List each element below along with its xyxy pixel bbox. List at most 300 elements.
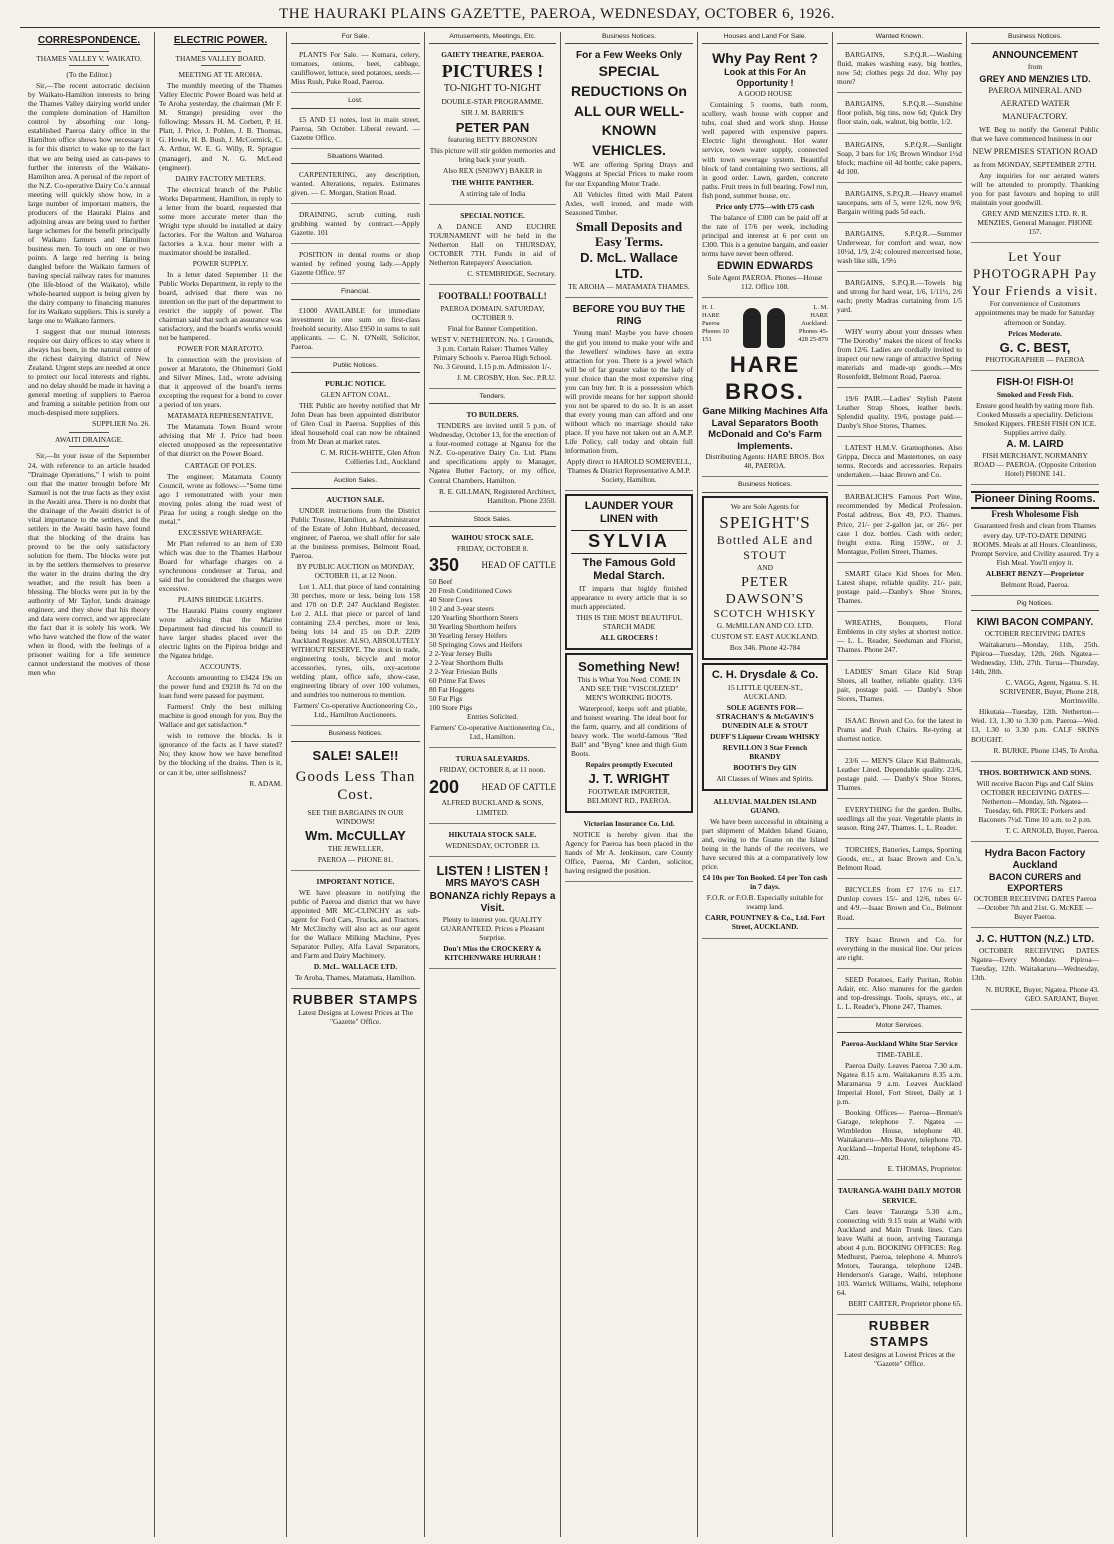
ad-title: Hydra Bacon Factory Auckland: [984, 847, 1086, 871]
notice-ad: [429, 208, 556, 285]
ad-text: featuring BETTY BRONSON: [447, 135, 538, 145]
ad-text: SEE THE BARGAINS IN OUR WINDOWS!: [307, 808, 404, 827]
ad-text: Latest Designs at Lowest Prices at The "Gazette" Office.: [298, 1008, 413, 1027]
classified-ad: [837, 972, 962, 1018]
ad-text: The balance of £300 can be paid off at the rate of 17/6 per week, including principal and interest at 6 per cent on £300. This is a genuine bargain, and easier terms have never been offered.: [702, 212, 828, 258]
ad-text: Waitakaruru—Monday, 11th, 25th. Pipiroa—Tuesday, 12th, 26th. Ngatea—Wednesday, 13th, 27th. Turua—Thursday, 14th, 28th.: [971, 640, 1099, 677]
section-label: Business Notices.: [702, 480, 828, 492]
ad-text: TRY Isaac Brown and Co. for everything in the musical line. Our prices are right.: [837, 934, 962, 962]
motor-service-ad: [837, 1183, 962, 1314]
ad-headline: Gane Milking Machines Alfa Laval Separators Booth McDonald and Co's Farm Implements.: [702, 405, 828, 452]
ad-headline: THE WHITE PANTHER.: [451, 177, 534, 187]
ad-text: TENDERS are invited until 5 p.m. of Wednesday, October 13, for the erection of a four-roomed cottage at Ngatea for the N.Z. Co-operative Dairy Co. Ltd. Plans and specifications apply to Manager, Ngatea Butter Factory, or my office, Central Chambers, Hamilton.: [429, 421, 556, 485]
cattle-item: 40 Store Cows: [429, 594, 473, 604]
ad-subtitle: OCTOBER RECEIVING DATES: [984, 629, 1086, 639]
classified-ad: [837, 842, 962, 879]
ad-title: BEFORE YOU BUY THE RING: [572, 304, 686, 328]
classified-ad: [837, 753, 962, 799]
starch-ad: [565, 494, 693, 650]
ad-subtitle: TIME-TABLE.: [876, 1050, 923, 1060]
bacon-ad: [971, 614, 1099, 762]
ad-text: DUFF'S Liqueur Cream WHISKY: [710, 731, 820, 741]
ad-text: ISAAC Brown and Co. for the latest in Prams and Push Chairs. Re-tyring at shortest notice.: [837, 716, 962, 744]
ad-headline: PETER DAWSON'S: [725, 574, 805, 607]
bonanza-ad: [429, 860, 556, 970]
ad-text: L. M. HARE Auckland. Phones 45-428 25-879: [798, 304, 828, 344]
photographer-ad: [971, 246, 1099, 372]
ad-text: TORCHES, Batteries, Lamps, Sporting Goods, etc., at Isaac Brown and Co.'s, Belmont Road.: [837, 845, 962, 873]
ad-name: EDWIN EDWARDS: [717, 259, 813, 272]
article-heading: AWAITI DRAINAGE.: [28, 432, 150, 447]
insurance-notice: [565, 816, 693, 882]
classified-ad: [837, 802, 962, 839]
ad-headline: SYLVIA: [571, 530, 687, 554]
jeweller-ad: [291, 745, 420, 871]
ad-signature: R. E. GILLMAN, Registered Architect, Hamilton. Phone 2350.: [439, 486, 556, 505]
ad-text: Young man! Maybe you have chosen the girl you intend to make your wife and the Jewellers' windows have an extra attraction for you. There is a jewel which will be of far greater value to the lady of your choice than the most expensive ring you can buy her. It is a possession which will provide means for her support should you not be spared to do so. It is an asset that every young man can afford and one without which no marriage should take place. If you have not taken out an A.M.P. Life Policy, call today and obtain full information from,: [565, 328, 693, 455]
ad-text: FOOTWEAR IMPORTER, BELMONT RD., PAEROA.: [587, 786, 671, 805]
ad-text: LADIES' Smart Glace Kid Strap Shoes, all leather, reliable quality. 13/6 pair, postage paid. — Danby's Shoe Stores, Thames.: [837, 666, 962, 703]
ad-title: ANNOUNCEMENT: [991, 50, 1079, 62]
article-body: The electrical branch of the Public Works Department, Hamilton, in reply to a letter from the board, requested that some more accurate meter than the Wright type should be installed at dairy factories. For the Walton and Waharoa factories a k.v.a. hour meter with a maximator should be installed.: [159, 184, 282, 257]
article-body: The engineer, Matamata County Council, wrote as follows:—"Some time ago I remonstrated with your men moving poles along the road west of Piraa for using a rough sledge on the metal.": [159, 471, 282, 526]
article-subheading: DAIRY FACTORY METERS.: [175, 173, 266, 183]
ad-signature: T. C. ARNOLD, Buyer, Paeroa.: [1005, 825, 1099, 835]
classified-ad: [291, 303, 420, 358]
ad-name: Wm. McCULLAY: [305, 828, 406, 844]
article-subheading: MATAMATA REPRESENTATIVE.: [167, 411, 274, 421]
ad-text: SIR J. M. BARRIE'S: [461, 108, 524, 118]
public-notice-ad: [291, 376, 420, 473]
article-subheading: POWER FOR MARATOTO.: [177, 344, 264, 354]
classified-ad: [837, 664, 962, 710]
article-subheading: MEETING AT TE AROHA.: [178, 70, 263, 80]
cattle-item: 100 Store Pigs: [429, 703, 473, 713]
ad-text: Guaranteed fresh and clean from Thames every day. UP-TO-DATE DINING ROOMS. Meals at all Hours. Cleanliness, Prompt Service, and Civility assured. Try a Fish Meal. You'll enjoy it.: [971, 521, 1099, 567]
speights-ad: [702, 496, 828, 661]
article-body: I suggest that our mutual interests require our dairy offices to stay where it always has been, in the natural centre of the richest dairying district of New Zealand. Urgent steps are needed at once to protect our local interests and rights, and no delay should be made in having a general meeting of suppliers to Paeroa and framing a suitable petition from our much-despised mere suppliers.: [28, 327, 150, 418]
ad-text: WREATHS, Bouquets, Floral Emblems in city styles at shortest notice. — L. L. Reader, Seedsman and Florist, Thames. Phone 247.: [837, 617, 962, 654]
ad-title: HIKUTAIA STOCK SALE.: [448, 829, 537, 839]
ad-text: OCTOBER RECEIVING DATES Ngatea—Every Monday. Pipiroa—Tuesday, 12th. Waitakaruru—Wednesday, 13th.: [971, 946, 1099, 983]
classified-ad: [837, 932, 962, 969]
ad-text: Ensure good health by eating more fish. Cooked Mussels a speciality. Delicious Smoked Kippers. FRESH FISH ON ICE. Supplies arrive daily.: [973, 400, 1097, 437]
ad-text: WEDNESDAY, OCTOBER 13.: [445, 840, 540, 850]
article-body: The Hauraki Plains county engineer wrote advising that the Marine Department had directed his council to have larger shades placed over the electric lights on the Pipiroa bridge and the Ngatea bridge.: [159, 605, 282, 661]
ad-text: SMART Glace Kid Shoes for Men. Latest shape, reliable quality. 21/- pair, postage paid.—Danby's Shoe Stores, Thames.: [837, 568, 962, 605]
ad-text: UNDER instructions from the District Public Trustee, Hamilton, as Administrator of the Estate of John Hubbard, deceased, engineer, of Paeroa, we shall offer for sale at the business premises, Belmont Road, Paeroa.: [291, 505, 420, 560]
cattle-count: 350: [429, 554, 460, 575]
ad-text: SEED Potatoes, Early Puritan, Robin Adair, etc. Also manures for the garden and top-dressings. Tools, sprays, etc., at L. L. Reader's, Phone 247, Thames.: [837, 974, 962, 1011]
ad-text: FRIDAY, OCTOBER 8, at 11 noon.: [439, 765, 546, 775]
ad-text: CUSTOM ST. EAST AUCKLAND.: [711, 632, 819, 642]
ad-subtitle: Smoked and Fresh Fish.: [996, 389, 1074, 399]
article-body: Sir,—The recent autocratic decision by Waikato-Hamilton interests to bring the Thames Valley dairying world under the complete domination of Hamilton control by absorbing our long-established Paeroa dairy office in the Hamilton office shows how necessary it is for this district to wake up to the fact that we are being used as cats-paws to further the interests of the Waikato-Hamilton area. A perusal of the report of the N.Z. Co-operative Dairy Co.'s annual meeting will quickly show how, in a large number of important matters, the producers of the Hauraki Plains and adjoining areas are being used to further large schemes for the benefit principally of Waikato farmers and Hamilton business men. To touch on one or two points. A large red herring is being dangled before the Waikato farmers of having special railway rates for manures (the life-blood of the Waikato), while whole-hearted support is being given by the dairy company to financing manures for its Waikato suppliers. This is surely a large one to Waikato farmers.: [28, 81, 150, 326]
ad-text: Will receive Bacon Pigs and Calf Skins OCTOBER RECEIVING DATES— Netherton—Monday, 5th. Ngatea—Tuesday, 6th. PRICE: Porkers and Baconers 7½d. Time 10 a.m. to 2 p.m.: [976, 778, 1094, 824]
ad-text: WHY worry about your dresses when "The Dorothy" makes the nicest of frocks from 12/6. Ladies are cordially invited to inspect our new range of attractive Spring materials and made-up goods.—Mrs Rosenfeldt, Belmont Road, Paeroa.: [837, 326, 962, 382]
ad-title: J. C. HUTTON (N.Z.) LTD.: [976, 934, 1094, 946]
hare-bros-ad: [702, 301, 828, 477]
ad-title: RUBBER STAMPS: [292, 992, 419, 1008]
ad-text: BY PUBLIC AUCTION on MONDAY, OCTOBER 11, at 12 Noon.: [296, 561, 415, 580]
cattle-item: 10 2 and 3-year steers: [429, 603, 494, 613]
article-heading: THAMES VALLEY V. WAIKATO.: [28, 51, 150, 66]
section-label: Houses and Land For Sale.: [702, 32, 828, 44]
ad-signature: N. BURKE, Buyer, Ngatea. Phone 43. GEO. SARJANT, Buyer.: [985, 984, 1099, 1003]
ad-title: LAUNDER YOUR LINEN with: [584, 500, 674, 526]
ad-text: Paeroa Daily. Leaves Paeroa 7.30 a.m. Ngatea 8.15 a.m. Waitakaruru 8.35 a.m. Maramarua 9 a.m. Leaves Auckland Imperial Hotel, Fort Street, Daily at 1 p.m.: [837, 1061, 962, 1107]
cattle-item: 2 2-Year Friesian Bulls: [429, 667, 498, 677]
ad-text: £5 AND £1 notes, lost in main street, Paeroa, 5th October. Liberal reward. — Gazette Office.: [291, 114, 420, 142]
column-business-notices: [561, 32, 697, 1537]
ad-text: Sole Agent PAEROA. Phones—House 112. Office 108.: [707, 273, 823, 292]
ad-title: KIWI BACON COMPANY.: [976, 616, 1094, 628]
ad-headline: PETER PAN: [455, 119, 530, 135]
ad-text: 15 LITTLE QUEEN-ST., AUCKLAND.: [727, 682, 803, 701]
ad-signature: J. M. CROSBY, Hon. Sec. P.R.U.: [456, 372, 556, 382]
ad-headline: SPECIAL REDUCTIONS On ALL OUR WELL-KNOWN VEHICLES.: [571, 63, 687, 158]
section-label: Tenders.: [429, 392, 556, 404]
ad-text: TE AROHA — MATAMATA THAMES.: [568, 282, 690, 292]
ad-text: BARGAINS, S.P.Q.R.—Washing fluid, makes washing easy, big bottles, now 5d; clothes pegs 2d doz. Why pay more?: [837, 50, 962, 87]
ad-text: Don't Miss the CROCKERY & KITCHENWARE HURRAH !: [443, 944, 542, 963]
ad-text: Te Aroha, Thames, Matamata, Hamilton.: [295, 973, 416, 983]
article-body: In connection with the provision of power at Maratoto, the Ohinemuri Gold and Silver Mines, Ltd., wrote advising that it approved of the board's terms excepting the request for a bond to cover a period of ten years.: [159, 355, 282, 410]
column-classifieds: [287, 32, 424, 1537]
ad-name: A. M. LAIRD: [1006, 438, 1064, 450]
ad-text: Plenty to interest you. QUALITY GUARANTEED. Prices a Pleasant Surprise.: [440, 915, 545, 943]
section-label: Amusements, Meetings, Etc.: [429, 32, 556, 44]
article-subheading: PLAINS BRIDGE LIGHTS.: [177, 594, 264, 604]
ad-name: J. T. WRIGHT: [588, 770, 670, 786]
dining-ad: [971, 488, 1099, 596]
column-wanted-known: [833, 32, 966, 1537]
ad-text: BOOTH'S Dry GIN: [733, 763, 797, 772]
ad-text: CARPENTERING, any description, wanted. Alterations, repairs. Estimates given. — C. Morgan, Station Road.: [291, 170, 420, 198]
ad-text: We have been successful in obtaining a part shipment of Malden Island Guano, and, owing to the Guano on the Island being in the hands of the receivers, we have secured this at a comparatively low price.: [702, 817, 828, 872]
announcement-ad: [971, 47, 1099, 243]
article-body: In a letter dated September 11 the Public Works Department, in reply to the board, advised that there was no intention on the part of the department to restrict the supply of power. The chairman said that such an assurance was satisfactory, and the board's works would not be hampered.: [159, 269, 282, 343]
classified-ad: [837, 96, 962, 133]
classified-ad: [291, 112, 420, 149]
ad-text: LATEST H.M.V. Gramophones. Also Grippa, Decca and Mastertones, on easy terms. Records and accessories. Repairs undertaken.—Isaac Brown and Co.: [837, 443, 962, 480]
ad-text: PAEROA MINERAL AND AERATED WATER MANUFACTORY.: [988, 85, 1082, 121]
ad-signature: ALBERT BENZY—Proprietor: [985, 568, 1085, 578]
ad-text: PLANTS For Sale. — Kumara, celery, tomatoes, onions, beet, cabbage, cauliflower, lettuce, seed potatoes, seeds.—Miss Rush, Puke Road, Paeroa.: [291, 50, 420, 87]
ad-headline: Let Your PHOTOGRAPH Pay Your Friends a visit.: [971, 248, 1099, 298]
ad-price: £4 10s per Ton Booked. £4 per Ton cash in 7 days.: [702, 873, 828, 892]
ad-text: WEST V. NETHERTON. No. 1 Grounds, 3 p.m. Curtain Raiser: Thames Valley Primary Schools v. Paeroa High School. No. 3 Ground, 1.15 p.m. Admission 1/-.: [431, 334, 554, 371]
ad-text: WE are offering Spring Drays and Waggons at Special Prices to make room for our Expanding Motor Trade.: [565, 160, 693, 188]
ad-signature: D. McL. WALLACE LTD.: [313, 962, 398, 972]
ad-title: Paeroa-Auckland White Star Service: [841, 1039, 958, 1049]
classified-ad: [837, 137, 962, 183]
article-body: The Matamata Town Board wrote advising that Mr J. Price had been elected unopposed as the representative of that district on the Power Board.: [159, 422, 282, 459]
ad-text: FRIDAY, OCTOBER 8.: [456, 543, 529, 553]
ad-text: Containing 5 rooms, bath room, scullery, wash house with copper and tubs, coal shed and work shop. House well papered with expensive papers. Electric light throughout. Hot water service, town water supply, connected with town sewerage system. Beautiful block of land containing two sections, all in good order. Lawn, garden, concrete paths. Fruit trees in full bearing. Fowl run, fish pond, summer house, etc.: [702, 100, 828, 200]
ad-text: F.O.R. or F.O.B. Especially suitable for swamp land.: [706, 893, 824, 912]
article-body: Sir,—In your issue of the September 24, with reference to an article headed "Drainage Operations," I wish to point out that the matter brought before Mr Samuel is not the true facts as they exist in the Awaiti area. There is no doubt that the drainage of the Awaiti district is of vital importance to the settlers, and the settlers in the Awaiti basin have found that the blocking of the drains has proved to be the only satisfactory solution for them. The blocks were put in by the settlers themselves to preserve the water in the drains during the dry weather, and the result has been a blessing. The blocks were put in by the authority of Mr Taylor, lands drainage engineer, and they show that his theory and data were correct, and we appreciate the fact that it is solely his work. We who have watched the flow of the water when in flood, with the feelings of a prisoner waiting for a life sentence cannot understand the motives of those men who: [28, 451, 150, 678]
ad-text: TO-NIGHT TO-NIGHT: [443, 83, 542, 95]
section-label: Business Notices.: [291, 729, 420, 741]
ad-text: 19/6 PAIR.—Ladies' Stylish Patent Leather Strap Shoes, leather heels. Splendid quality. 19/6, postage paid.—Danby's Shoe Stores, Thames.: [837, 394, 962, 431]
ad-title: C. H. Drysdale & Co.: [711, 669, 819, 682]
bacon-ad: [971, 765, 1099, 842]
ad-title: ALLUVIAL MALDEN ISLAND GUANO.: [713, 797, 817, 816]
section-label: Public Notices.: [291, 361, 420, 373]
ad-text: NOTICE is hereby given that the Agency for Paeroa has been placed in the hands of Mr A. Jenkinson, care County Office, Paeroa, Mr Carden, solicitor, having resigned the position.: [565, 829, 693, 876]
classified-ad: [837, 275, 962, 321]
cattle-item: 60 Prime Fat Ewes: [429, 676, 486, 686]
section-label: Financial.: [291, 287, 420, 299]
ad-title: SPECIAL NOTICE.: [460, 210, 525, 220]
ad-text: BARGAINS, S.P.Q.R.—Towels big and strong for hard wear, 1/6, 1/11½, 2/6 each; pretty Madras curtaining from 1/5 yard.: [837, 277, 962, 314]
classified-ad: [291, 167, 420, 204]
section-label: Situations Wanted.: [291, 152, 420, 164]
ad-text: For convenience of Customers appointments may be made for Saturday afternoon or Sunday.: [975, 299, 1095, 327]
ad-subtitle: BACON CURERS and EXPORTERS: [988, 872, 1081, 894]
ad-text: PAEROA DOMAIN. SATURDAY, OCTOBER 9.: [440, 303, 545, 322]
wanted-list: [837, 47, 962, 1017]
ad-signature: C. STEMBRIDGE, Secretary.: [467, 268, 556, 278]
column-electric-power: [155, 32, 286, 1537]
article-body: Mr Platt referred to an item of £30 which was due to the Thames Harbour Board for wharfage charges on a synchronous condenser at Turua, and said that he considered the charges were excessive.: [159, 538, 282, 593]
ad-text: BARGAINS, S.P.Q.R.—Sunlight Soap, 3 bars for 1/6; Brown Windsor 1½d block; machine oil 4d bottle; cake papers, 4d 100.: [837, 139, 962, 176]
ad-text: A DANCE AND EUCHRE TOURNAMENT will be held in the Netherton Hall on THURSDAY, OCTOBER 7TH. Funds in aid of Netherton Ratepayers' Association.: [429, 221, 556, 267]
cattle-item: 2 2-Year Jersey Bulls: [429, 649, 493, 659]
cattle-item: 30 Yearling Jersey Heifers: [429, 631, 507, 641]
ad-text: HEAD OF CATTLE: [481, 782, 556, 792]
ad-subtitle: Fresh Wholesome Fish: [991, 508, 1079, 519]
classified-ad: [837, 713, 962, 750]
section-label: Stock Sales.: [429, 515, 556, 527]
ad-text: Also REX (SNOWY) BAKER in: [443, 166, 542, 176]
classified-ad: [837, 47, 962, 93]
column-amusements: [425, 32, 560, 1537]
cattle-item: 2 2-Year Shorthorn Bulls: [429, 658, 504, 668]
cattle-item: 50 Springing Cows and Heifers: [429, 640, 523, 650]
ad-signature: R. BURKE, Phone 134S, Te Aroha.: [993, 745, 1099, 755]
ad-subheadline: SCOTCH WHISKY: [713, 607, 817, 620]
ad-text: H. J. HARE Paeroa Phones 10 151: [702, 304, 729, 344]
ad-title: WAIHOU STOCK SALE.: [451, 532, 534, 542]
ad-signature: E. THOMAS, Proprietor.: [887, 1164, 962, 1174]
ad-text: Belmont Road, Paeroa.: [1000, 579, 1070, 589]
ad-text: £1000 AVAILABLE for immediate investment in one sum on first-class freehold security. Also £950 in sums to suit applicants. — C. N. O'Neill, Solicitor, Paeroa.: [291, 305, 420, 351]
ad-text: We are Sole Agents for: [730, 501, 800, 511]
cattle-item: 50 Beef: [429, 576, 453, 586]
ad-text: AND: [756, 562, 773, 572]
ad-title: SALE! SALE!!: [312, 747, 399, 763]
article-body: The monthly meeting of the Thames Valley Electric Power Board was held at Te Aroha yesterday, the chairman (Mr F. M. Strange) presiding over the following: Messrs H. M. Corbett, P. H. Platt, J. Price, J. Pohlen, J. B. Thomas, G. Howie, H. B. Bush, J. McCormick, C. A. Arthur, W. E. G. Willy, R. Sprague (manager), and N. G. McLeod (engineer).: [159, 81, 282, 172]
cattle-count: 200: [429, 776, 460, 797]
ad-subtitle: GLEN AFTON COAL.: [320, 390, 391, 400]
ad-title: LISTEN ! LISTEN !: [436, 862, 549, 878]
ad-title: Something New!: [578, 658, 680, 674]
drysdale-ad: [702, 663, 828, 791]
ad-text: Latest designs at Lowest Prices at the "Gazette" Office.: [844, 1349, 955, 1368]
article-body: Farmers! Only the best milking machine is good enough for you. Buy the Wallace and get satisfaction.*: [159, 702, 282, 730]
ad-text: BARGAINS, S.P.Q.R.—Sunshine floor polish, big tins, now 6d; Quick Dry floor stain, oak, walnut, big bottle, 1/2.: [837, 99, 962, 127]
ad-text: EVERYTHING for the garden. Bulbs, seedlings all the year. Vegetable plants in season. Ring 247, Thames. L. L. Reader.: [837, 805, 962, 833]
column-correspondence: [24, 32, 154, 1537]
article-subheading: ACCOUNTS.: [199, 662, 242, 672]
classified-ad: [837, 186, 962, 223]
ad-title: RUBBER STAMPS: [868, 1317, 931, 1349]
cattle-item: 50 Fat Pigs: [429, 694, 463, 704]
ad-name: G. C. BEST,: [999, 339, 1071, 355]
article-body: wish to remove the blocks. Is it ignorance of the facts as I have stated? No; they know how we have benefited by the blocking of the drains. Then is it, or can it be, utter selfishness?: [159, 731, 282, 777]
ad-subheadline: The Famous Gold Medal Starch.: [582, 556, 676, 583]
ad-text: Hikutaia—Tuesday, 12th. Netherton—Wed. 13, 1.30 to 3.30 p.m. Paeroa—Wed. 13, 1.30 to 3.30 p.m. CALF SKINS BOUGHT.: [971, 707, 1099, 744]
ad-title: TAURANGA-WAIHI DAILY MOTOR SERVICE.: [837, 1186, 962, 1205]
ad-text: Booking Offices— Paeroa—Brenan's Garage, telephone 7. Ngatea — Wimbledon House, telephone 40. Waitakaruru—Mrs Beaver, telephone 7D. Auckland—Imperial Hotel, telephone 45-420.: [837, 1108, 962, 1163]
ad-text: from: [1027, 62, 1043, 72]
ad-title: Why Pay Rent ?: [712, 50, 818, 67]
stock-sale-ad: [429, 530, 556, 749]
ad-headline: SPEIGHT'S: [719, 512, 811, 532]
ad-text: PHOTOGRAPHER — PAEROA: [985, 355, 1085, 365]
classified-ad: [837, 324, 962, 388]
guano-ad: [702, 794, 828, 938]
cattle-item: 20 Fresh Conditioned Cows: [429, 585, 512, 595]
ad-text: ALL GROCERS !: [600, 632, 658, 642]
motor-service-ad: [837, 1036, 962, 1180]
ad-text: DOUBLE-STAR PROGRAMME.: [441, 97, 544, 107]
article-signature: R. ADAM.: [249, 778, 282, 788]
masthead-rule: [20, 27, 1100, 28]
ad-text: THE JEWELLER,: [327, 844, 384, 854]
ad-title: HARE BROS.: [725, 352, 805, 405]
ad-signature: Apply direct to HAROLD SOMERVELL, Thames & District Representative A.M.P. Society, Hamilton.: [566, 456, 692, 484]
ad-title: IMPORTANT NOTICE.: [316, 877, 395, 887]
ad-text: THIS IS THE MOST BEAUTIFUL STARCH MADE: [575, 612, 683, 631]
section-label: Motor Services.: [837, 1021, 962, 1033]
ad-text: G. McMILLAN AND CO. LTD.: [716, 621, 814, 631]
cattle-list: [429, 577, 556, 712]
ad-title: PUBLIC NOTICE.: [325, 379, 386, 389]
insurance-ad: [565, 301, 693, 491]
ad-title: AUCTION SALE.: [326, 494, 385, 504]
bacon-ad: [971, 931, 1099, 1009]
ad-signature: BERT CARTER, Proprietor phone 65.: [848, 1298, 962, 1308]
ad-title: Victorian Insurance Co. Ltd.: [583, 818, 675, 828]
ad-title: Pioneer Dining Rooms.: [971, 491, 1099, 508]
classified-ad: [837, 440, 962, 486]
ad-text: BICYCLES from £7 17/6 to £17. Dunlop covers 15/- and 12/6, tubes 6/- and 4/9.—Isaac Brown and Co., Belmont Road.: [837, 885, 962, 922]
ad-title: GAIETY THEATRE, PAEROA.: [441, 50, 544, 60]
classified-ad: [837, 882, 962, 928]
ad-text: NEW PREMISES STATION ROAD: [972, 145, 1098, 156]
auction-ad: [291, 492, 420, 727]
stock-sale-ad: [429, 751, 556, 823]
ad-signature: Farmers' Co-operative Auctioneering Co., Ltd., Hamilton Auctioneers.: [293, 701, 418, 720]
ad-text: Lot 1. ALL that piece of land containing 30 perches, more or less, being lots 158 and 170 on D.P. 247 Auckland Register. Lot 2. ALL that piece or parcel of land containing 23.4 perches, more or less, being lots 14 and 15 on D.P. 2209 Auckland Register. ALSO, ABSOLUTELY WITHOUT RESERVE. The stock in trade, engineering tools, bicycle and motor accessories, tyres, oils, oxy-acetone welding plant, office safe, show-case, engineering library of over 100 volumes, and sundries too numerous to mention.: [291, 581, 420, 700]
ad-text: OCTOBER RECEIVING DATES Paeroa—October 7th and 21st. G. McKEE — Buyer Paeroa.: [973, 894, 1097, 922]
vehicle-ad: [565, 47, 693, 298]
ad-text: HEAD OF CATTLE: [481, 560, 556, 571]
notice-ad: [291, 874, 420, 989]
ad-signature: GREY AND MENZIES LTD. R. R. MENZIES, General Manager. PHONE 157.: [977, 208, 1093, 236]
ad-headline: GREY AND MENZIES LTD.: [979, 73, 1091, 84]
article-subheading: EXCESSIVE WHARFAGE.: [178, 527, 263, 537]
section-heading: CORRESPONDENCE.: [37, 35, 141, 46]
bacon-ad: [971, 845, 1099, 928]
ad-text: BARGAINS, S.P.Q.R.—Summer Underwear, for comfort and wear, now 10½d, 1/9, 2/4; coloured mercerised hose, wash like silk, 1/9½: [837, 228, 962, 265]
ad-text: IT imparts that highly finished appearance to every article that is so much appreciated.: [571, 583, 687, 611]
article-signature: SUPPLIER No. 26.: [92, 419, 150, 429]
ad-text: Waterproof, keeps soft and pliable, and honest wearing. The ideal boot for the farm, quarry, and all conditions of heavy work. The world-famous "Red Ball" and "Byng" knee and thigh Gum Boots.: [571, 703, 687, 758]
ad-price: Price only £775—with £75 cash: [715, 201, 815, 211]
ad-text: Final for Banner Competition.: [447, 323, 538, 333]
ad-text: FISH MERCHANT, NORMANBY ROAD — PAEROA. (Opposite Criterion Hotel) PHONE 141.: [973, 451, 1097, 479]
classified-ad: [291, 47, 420, 93]
ad-headline: Goods Less Than Cost.: [295, 768, 416, 803]
stock-sale-ad: [429, 827, 556, 857]
ad-headline: MRS MAYO'S CASH BONANZA richly Repays a Visit.: [429, 878, 556, 914]
ad-signature: C. VAGG, Agent, Ngatea. S. H. SCRIVENER, Buyer, Phone 218, Morrinsville.: [999, 678, 1099, 706]
ad-text: Cars leave Tauranga 5.30 a.m., connecting with 9.15 train at Waihi with Auckland and Main Trunk lines. Cars leave Waihi at noon, arriving Tauranga about 4 p.m. BOOKING OFFICES: Reg. Medhurst, Paeroa, telephone 4. Munro's Motors, Tauranga, telephone 124B. Henderson's Garage, Waihi, telephone 103. Warrick Williams, Waihi, telephone 64.: [837, 1206, 962, 1297]
ad-text: This picture will stir golden memories and bring back your youth.: [429, 146, 556, 165]
ad-headline: Small Deposits and Easy Terms.: [575, 218, 683, 250]
classified-ad: [291, 247, 420, 284]
tender-ad: [429, 407, 556, 511]
ad-text: POSITION in dental rooms or shop wanted by refined young lady.—Apply Gazette Office. 97: [291, 250, 420, 278]
theatre-ad: [429, 47, 556, 204]
house-ad: [702, 47, 828, 298]
classified-ad: [837, 226, 962, 272]
ad-signature: Farmers' Co-operative Auctioneering Co., Ltd., Hamilton.: [430, 723, 555, 742]
masthead: THE HAURAKI PLAINS GAZETTE, PAEROA, WEDNESDAY, OCTOBER 6, 1926.: [279, 6, 835, 22]
ad-text: 23/6 — MEN'S Glace Kid Balmorals, Leather Lined. Dependable quality. 23/6, postage paid. — Danby's Shoe Stores, Thames.: [837, 756, 962, 793]
ad-text: PAEROA — PHONE 81.: [317, 855, 394, 865]
ad-title: TO BUILDERS.: [466, 410, 519, 420]
ad-text: Any inquiries for our aerated waters will be attended to promptly. Thanking you for past favours and hoping to still maintain your goodwill.: [971, 170, 1099, 207]
ad-title: THOS. BORTHWICK AND SONS.: [978, 767, 1092, 777]
classified-ad: [837, 489, 962, 562]
ad-signature: ALFRED BUCKLAND & SONS, LIMITED.: [441, 798, 544, 817]
ad-text: A stirring tale of India: [459, 188, 526, 198]
ad-text: SOLE AGENTS FOR— STRACHAN'S & McGAVIN'S DUNEDIN ALE & STOUT: [716, 702, 814, 730]
classified-ad: [837, 615, 962, 661]
section-label: Auction Sales.: [291, 476, 420, 488]
section-label: Pig Notices.: [971, 599, 1099, 611]
ad-text: THE Public are hereby notified that Mr John Dean has been appointed distributor of Glen Coal in Paeroa. Supplies of this ideal household coal can now be obtained from Mr Dean at market rates.: [291, 401, 420, 447]
section-label: Wanted Known.: [837, 32, 962, 44]
ad-text: BARGAINS, S.P.Q.R.—Heavy enamel saucepans, sets of 5, were 12/6, now 9/6; Bargain writing pads 5d each.: [837, 188, 962, 216]
ad-subheadline: Bottled ALE and STOUT: [716, 533, 814, 563]
ad-text: DRAINING, scrub cutting, rush grubbing wanted by contract.—Apply Gazette. 101: [291, 210, 420, 238]
ad-text: Prices Moderate.: [1008, 328, 1062, 338]
ad-text: BARBALICH'S Famous Port Wine, recommended by Medical Profession. Postal address, Box 49, P.O. Thames. Price, 21/- per 2-gallon jar, or 26/- per case 1 doz. bottles. Cash with order; freight extra. Ring 159W., or J. Montague, Pollen Street, Thames.: [837, 492, 962, 556]
article-heading: THAMES VALLEY BOARD.: [159, 51, 282, 66]
ad-text: This is What You Need. COME IN AND SEE THE "VISCOLIZED" MEN'S WORKING BOOTS.: [577, 674, 681, 702]
article-subheading: CARTAGE OF POLES.: [184, 460, 257, 470]
ad-text: WE Beg to notify the General Public that we have commenced business in our: [971, 124, 1099, 143]
ad-headline: PICTURES !: [441, 61, 544, 82]
ad-title: FISH-O! FISH-O!: [996, 377, 1074, 389]
football-ad: [429, 288, 556, 389]
section-label: Business Notices.: [971, 32, 1099, 44]
ad-text: All Classes of Wines and Spirits.: [716, 774, 814, 784]
ad-text: A GOOD HOUSE: [737, 89, 793, 99]
ad-text: All Vehicles fitted with Mail Patent Axles, well ironed, and made with Seasoned Timber.: [565, 189, 693, 217]
ad-text: Box 346. Phone 42-784: [729, 643, 801, 653]
fish-ad: [971, 374, 1099, 485]
section-heading: ELECTRIC POWER.: [173, 35, 268, 46]
ad-text: as from MONDAY, SEPTEMBER 27TH.: [973, 159, 1097, 169]
section-label: Business Notices.: [565, 32, 693, 44]
